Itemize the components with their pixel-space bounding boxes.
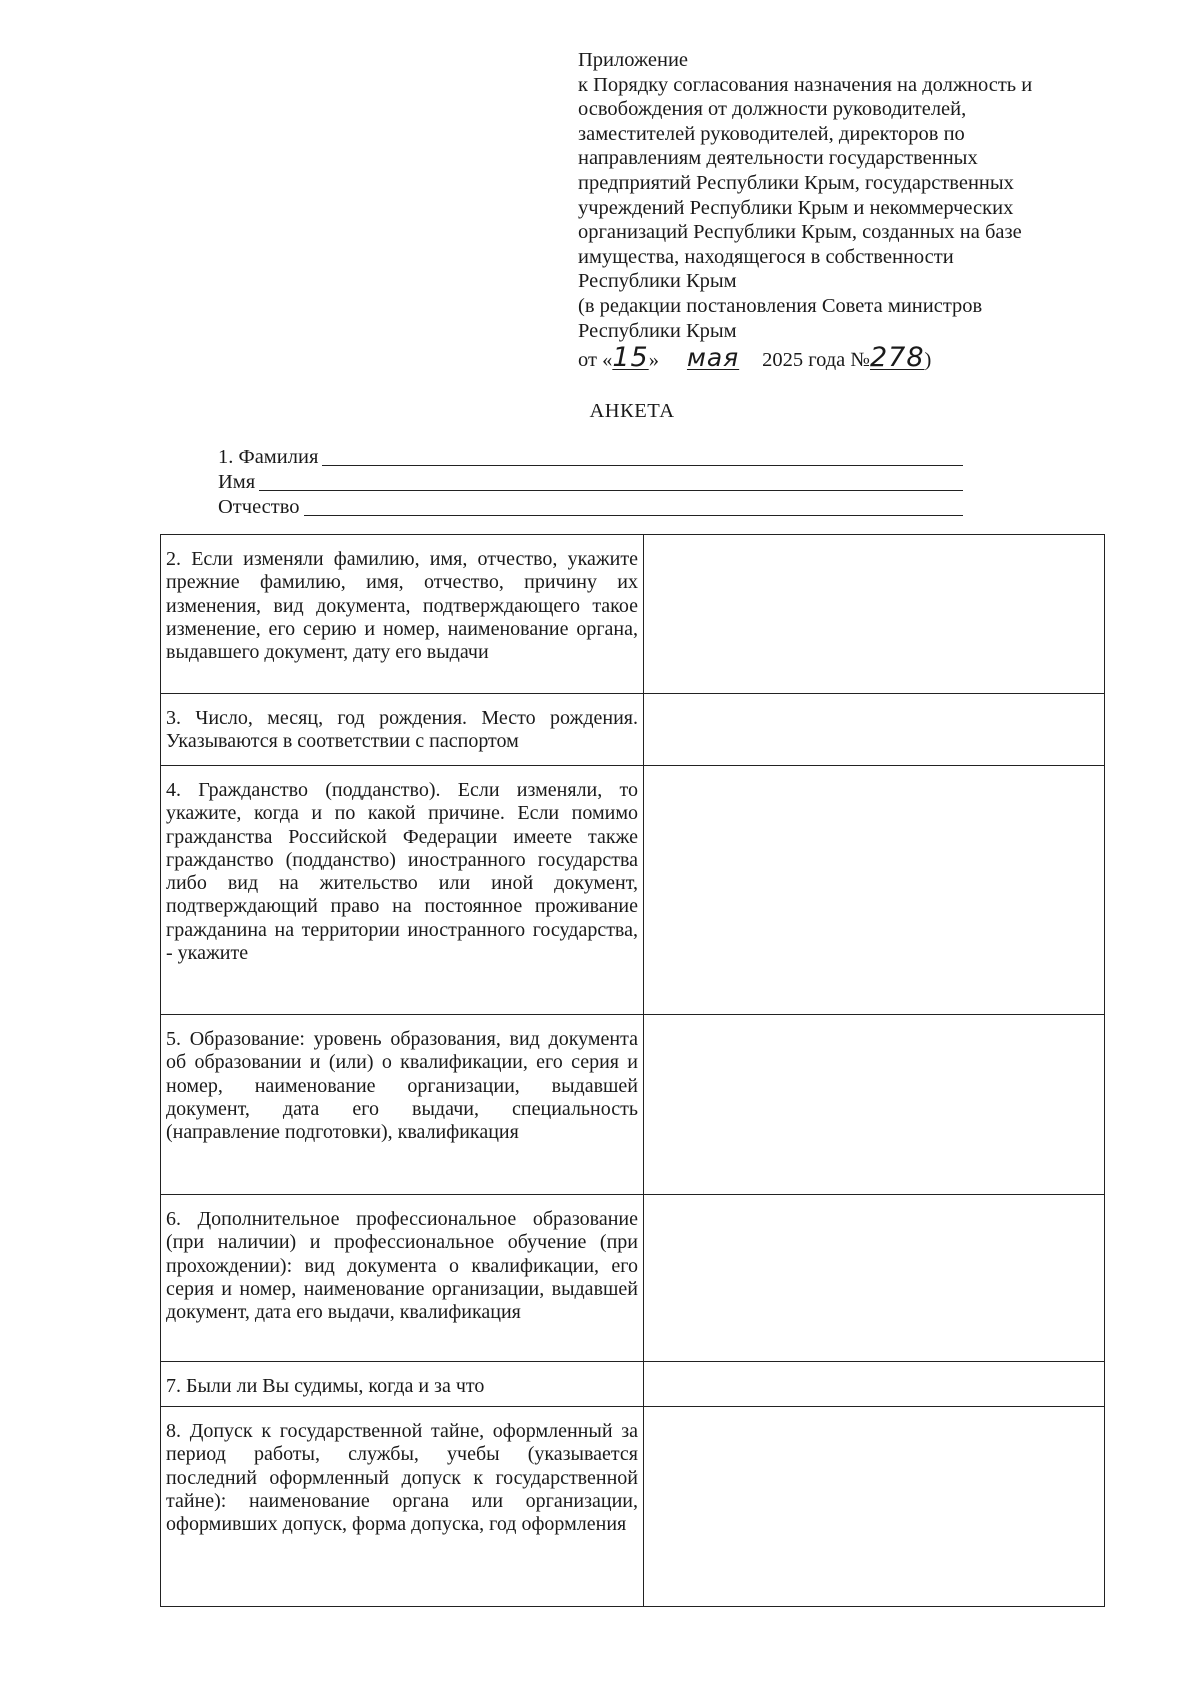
appendix-line: имущества, находящегося в собственности [578,245,954,268]
table-row [161,1362,1105,1407]
answer-cell[interactable] [644,1195,1105,1362]
question-text: 8. Допуск к государственной тайне, оформленный за период работы, службы, учебы (указывается последний оформленный допуск к государственной тайне): наименование органа или организации, оформивших допуск, форма допуска, год оформления [161,1407,644,1607]
date-year-text: 2025 года № [762,349,870,372]
appendix-line: учреждений Республики Крым и некоммерческих [578,196,1014,219]
resolution-date-line [578,343,1098,373]
answer-cell[interactable] [644,1362,1105,1407]
answer-cell[interactable] [644,535,1105,694]
date-prefix: от « [578,349,613,372]
question-text: 4. Гражданство (подданство). Если изменяли, то укажите, когда и по какой причине. Если помимо гражданства Российской Федерации имеете также гражданство (подданство) иностранного государства либо вид на жительство или иной документ, подтверждающий право на постоянное проживание гражданина на территории иностранного государства, - укажите [161,766,644,1015]
handwritten-month: мая [686,343,740,373]
appendix-line: предприятий Республики Крым, государственных [578,171,1014,194]
surname-label: 1. Фамилия [218,446,319,468]
question-text: 6. Дополнительное профессиональное образование (при наличии) и профессиональное обучение (при прохождении): вид документа о квалификации, его серия и номер, наименование организации, выдавшей документ, дата его выдачи, квалификация [161,1195,644,1362]
name-fields [218,444,963,519]
handwritten-day: 15 [612,342,649,374]
patronymic-field[interactable] [304,496,963,516]
answer-cell[interactable] [644,1407,1105,1607]
date-suffix: ) [924,349,932,372]
appendix-line: к Порядку согласования назначения на должность и [578,73,1033,96]
appendix-line: освобождения от должности руководителей, [578,98,967,121]
answer-cell[interactable] [644,694,1105,766]
question-text: 2. Если изменяли фамилию, имя, отчество, укажите прежние фамилию, имя, отчество, причину их изменения, вид документа, подтверждающего такое изменение, его серию и номер, наименование органа, выдавшего документ, дату его выдачи [161,535,644,694]
appendix-line: организаций Республики Крым, созданных на базе [578,221,1022,244]
appendix-line: Республики Крым [578,270,737,293]
appendix-line: Республики Крым [578,319,737,342]
table-row [161,1407,1105,1607]
questionnaire-table [160,534,1105,1607]
appendix-line: Приложение [578,49,689,71]
table-row [161,1015,1105,1195]
patronymic-row [218,494,963,519]
table-row [161,1195,1105,1362]
table-row [161,694,1105,766]
appendix-line: (в редакции постановления Совета министров [578,294,983,317]
question-text: 5. Образование: уровень образования, вид документа об образовании и (или) о квалификации, его серия и номер, наименование организации, выдавшей документ, дата его выдачи, специальность (направление подготовки), квалификация [161,1015,644,1195]
question-text: 7. Были ли Вы судимы, когда и за что [161,1362,644,1407]
answer-cell[interactable] [644,1015,1105,1195]
table-row [161,766,1105,1015]
first-name-row [218,469,963,494]
surname-field[interactable] [322,446,963,466]
table-row [161,535,1105,694]
answer-cell[interactable] [644,766,1105,1015]
appendix-header [578,48,1098,373]
form-title: АНКЕТА [589,400,675,422]
handwritten-number: 278 [869,342,925,374]
patronymic-label: Отчество [218,496,300,518]
date-mid: » [648,349,659,372]
first-name-field[interactable] [259,471,963,491]
first-name-label: Имя [218,471,256,493]
appendix-line: направлениям деятельности государственных [578,147,978,170]
appendix-line: заместителей руководителей, директоров по [578,122,965,145]
surname-row [218,444,963,469]
question-text: 3. Число, месяц, год рождения. Место рождения. Указываются в соответствии с паспортом [161,694,644,766]
